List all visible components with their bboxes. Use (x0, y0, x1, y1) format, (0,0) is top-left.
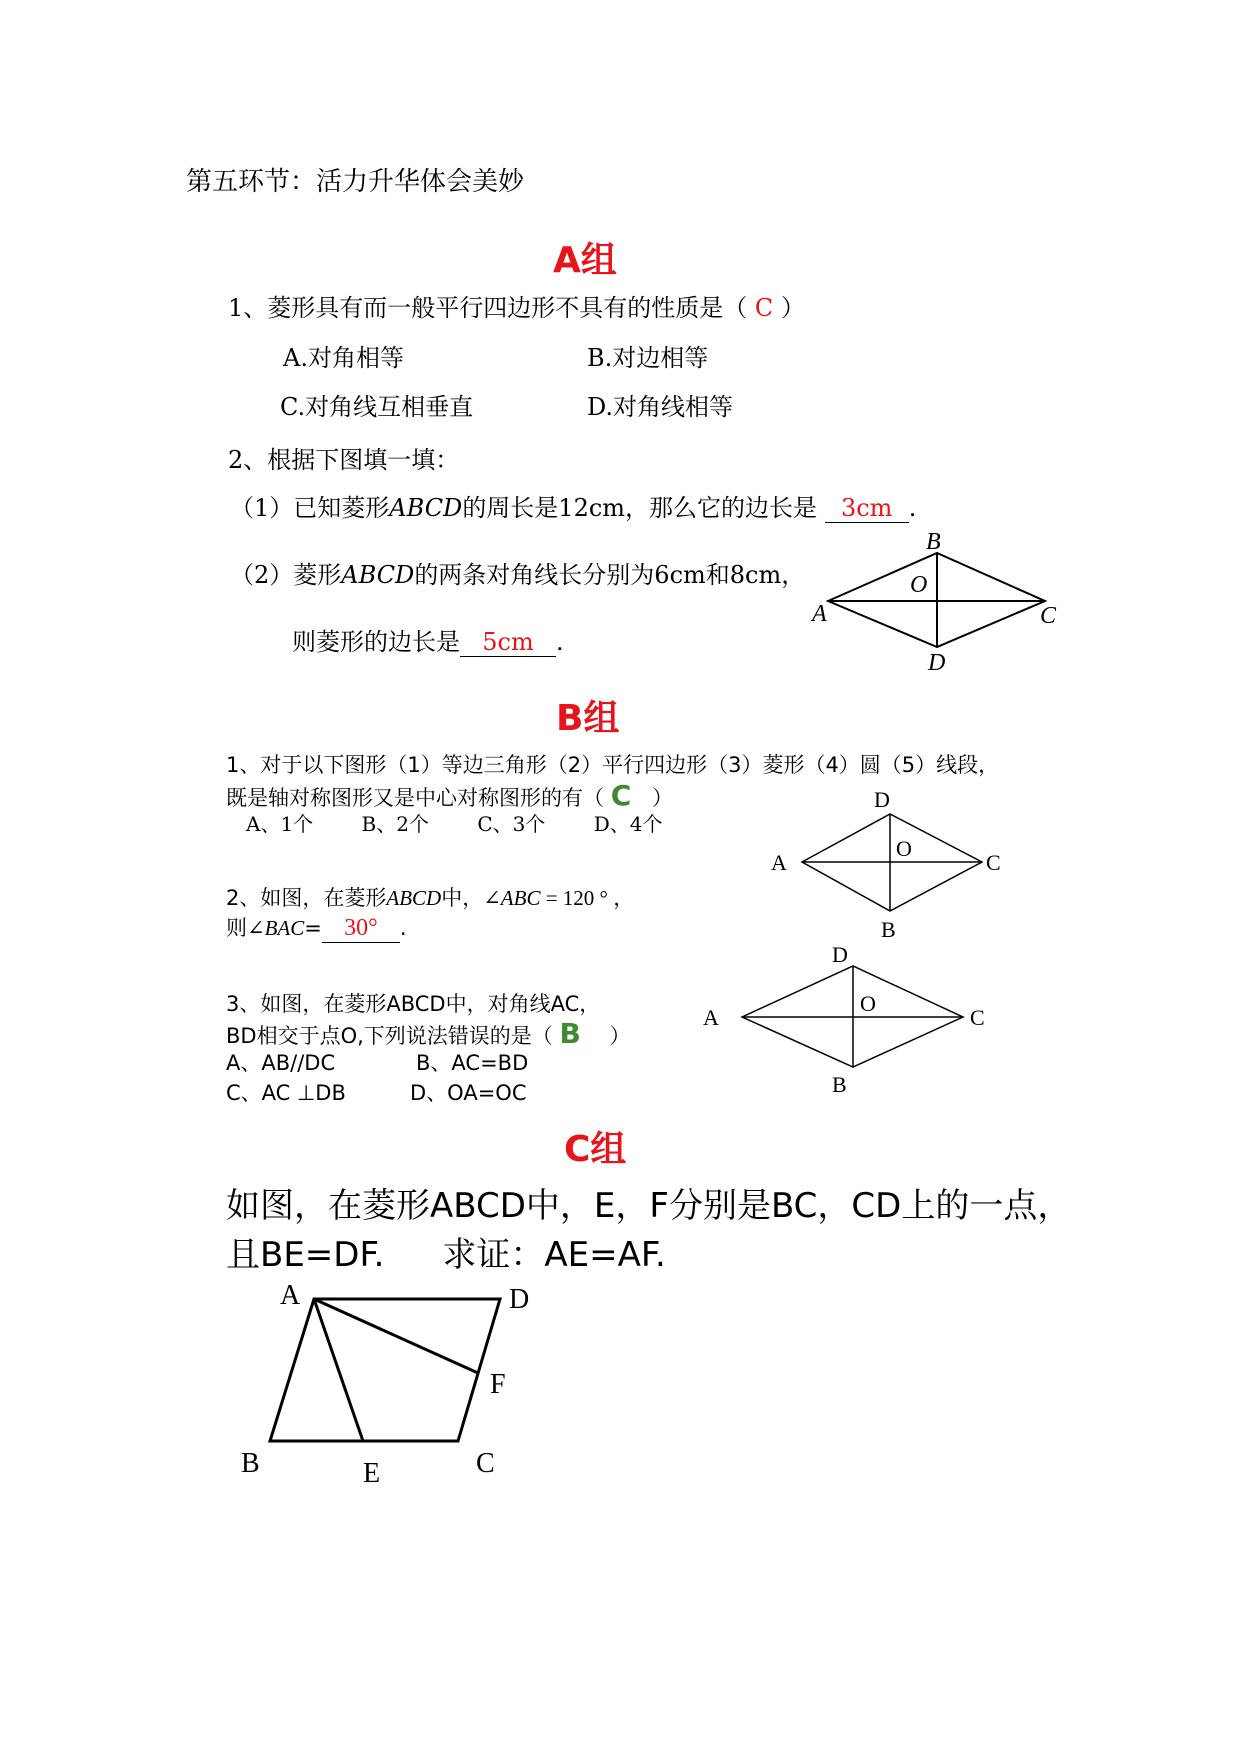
a-q2-p3-end: . (556, 628, 564, 656)
b-q1-option-a: A、1个 (246, 812, 314, 836)
a-rhombus-outline (828, 553, 1045, 647)
b-q2-line2-eq: = (304, 916, 322, 940)
a-q2-p1-answer: 3cm (825, 494, 909, 523)
a-fig-label-o: O (910, 572, 928, 598)
b-q3-answer: B (559, 1017, 581, 1050)
b2-fig-label-c: C (970, 1005, 985, 1030)
c-segment-ae (314, 1299, 363, 1441)
c-rhombus-outline (270, 1299, 500, 1441)
a-fig-label-b: B (926, 529, 941, 555)
c-line2-b: 求证：AE=AF. (442, 1235, 666, 1275)
a-q1-option-b: B.对边相等 (587, 344, 709, 372)
b-q1-close: ） (651, 786, 673, 810)
b-q3-line1: 3、如图，在菱形ABCD中，对角线AC， (226, 992, 601, 1016)
c-fig-label-b: B (241, 1448, 260, 1479)
b-q3-close: ） (609, 1024, 631, 1048)
b1-fig-label-a: A (771, 850, 787, 875)
a-q1-option-a: A.对角相等 (283, 344, 404, 372)
a-fig-label-a: A (812, 601, 827, 627)
b1-rhombus-outline (802, 814, 982, 911)
b-q1-answer: C (610, 779, 632, 812)
b-q3-option-d: D、OA=OC (410, 1081, 527, 1105)
b-q1-option-b: B、2个 (361, 812, 429, 836)
c-fig-label-e: E (363, 1458, 381, 1489)
b-q2-line2-end: . (399, 916, 407, 940)
a-q2-part3 (292, 622, 564, 657)
b1-fig-label-b: B (881, 917, 896, 942)
a-q2-p2-mid: 的两条对角线长分别为6cm和8cm， (414, 561, 806, 589)
b2-fig-label-o: O (860, 991, 876, 1016)
b-q1-option-d: D、4个 (593, 812, 663, 836)
b-q2-angle: ∠ABC (483, 886, 541, 910)
b-q1-options (246, 808, 662, 837)
b-q1-option-c: C、3个 (477, 812, 546, 836)
b-q1-line2-pre: 既是轴对称图形又是中心对称图形的有（ (226, 786, 604, 810)
group-a-title: A组 (553, 240, 617, 281)
a-q2-p1-var: ABCD (389, 494, 463, 522)
group-b-title: B组 (556, 698, 620, 739)
b-q3-line2 (226, 1017, 631, 1050)
a-q1-close: ） (780, 294, 805, 322)
c-fig-label-d: D (509, 1284, 530, 1315)
b-q2-pre: 2、如图，在菱形 (226, 886, 387, 910)
c-line1: 如图，在菱形ABCD中，E，F分别是BC，CD上的一点， (226, 1186, 1072, 1226)
a-q2-p3-answer: 5cm (460, 628, 556, 657)
b2-rhombus-outline (742, 966, 963, 1067)
a-q2-p3-pre: 则菱形的边长是 (292, 628, 460, 656)
b-q2-end: = 120 ° ， (540, 886, 635, 910)
a-q2-p1-mid: 的周长是12cm，那么它的边长是 (462, 494, 818, 522)
b-q2-line1 (226, 882, 634, 912)
a-fig-label-d: D (928, 650, 946, 676)
c-line2 (226, 1227, 666, 1276)
c-fig-label-c: C (476, 1448, 495, 1479)
b-q1-line1: 1、对于以下图形（1）等边三角形（2）平行四边形（3）菱形（4）圆（5）线段， (226, 753, 1000, 777)
a-q1-answer: C (754, 294, 774, 322)
a-q2-part2 (230, 555, 805, 590)
b-q3-option-a: A、AB//DC (226, 1051, 336, 1075)
a-q1-option-d: D.对角线相等 (587, 393, 734, 421)
b2-fig-label-b: B (832, 1072, 847, 1097)
c-segment-af (314, 1299, 478, 1373)
b1-fig-label-o: O (896, 836, 912, 861)
b-q3-option-c: C、AC ⊥DB (226, 1081, 346, 1105)
b2-fig-label-a: A (703, 1005, 719, 1030)
a-q2-p1-pre: （1）已知菱形 (230, 494, 390, 522)
a-q1-option-c: C.对角线互相垂直 (280, 393, 474, 421)
a-fig-label-c: C (1040, 603, 1057, 629)
a-q2-p1-end: . (908, 494, 917, 522)
c-line2-a: 且BE=DF. (226, 1235, 385, 1275)
c-fig-label-a: A (280, 1280, 301, 1311)
b2-fig-label-d: D (832, 942, 848, 967)
c-fig-label-f: F (490, 1369, 506, 1400)
b-q2-line2-angle: ∠BAC (247, 916, 305, 940)
b-q2-line2-pre: 则 (226, 916, 247, 940)
b-q2-var: ABCD (386, 886, 442, 910)
a-q2-part1 (230, 488, 916, 523)
b-q3-option-b: B、AC=BD (416, 1051, 529, 1075)
b-q3-line2-pre: BD相交于点O,下列说法错误的是（ (226, 1024, 553, 1048)
b-q2-mid: 中， (441, 886, 484, 910)
section-title: 第五环节：活力升华体会美妙 (186, 167, 525, 197)
a-q2-p2-var: ABCD (341, 561, 415, 589)
b-q2-answer: 30° (322, 915, 400, 943)
a-q1 (228, 288, 805, 323)
b1-fig-label-d: D (874, 787, 890, 812)
b1-fig-label-c: C (986, 850, 1001, 875)
a-q2-p2-pre: （2）菱形 (230, 561, 342, 589)
a-q1-stem: 1、菱形具有而一般平行四边形不具有的性质是（ (228, 294, 748, 322)
a-q2-stem: 2、根据下图填一填： (228, 446, 460, 474)
group-c-title: C组 (564, 1129, 627, 1170)
b-q2-line2 (226, 912, 407, 943)
